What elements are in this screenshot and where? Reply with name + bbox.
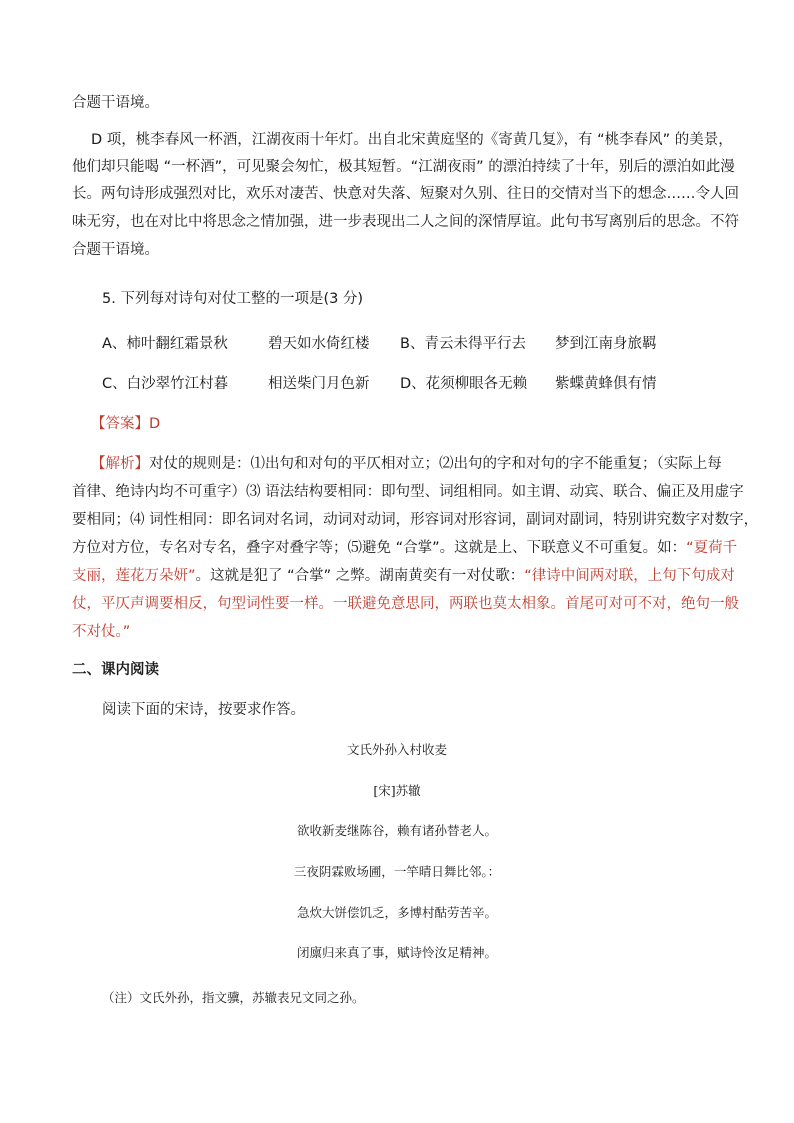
analysis-label: 【解析】 [91, 456, 149, 472]
analysis-line-5 [72, 566, 735, 586]
poem-author: [宋]苏辙 [373, 783, 421, 798]
poem-line-2: 三夜阴霖败场圃，一竿晴日舞比邻。： [293, 864, 501, 879]
analysis-line-3: 要相同；⑷ 词性相同：即名词对名词，动词对动词，形容词对形容词，副词对副词，特别讲究数字对数字， [72, 512, 759, 528]
option-b-line-2: 梦到江南身旅羁 [555, 336, 657, 352]
poem-line-3: 急炊大饼偿饥乏，多博村酤劳苦辛。 [296, 905, 497, 920]
analysis-line-6: 仗，平仄声调要相反，句型词性要一样。一联避免意思同，两联也莫太相象。首尾可对可不对，绝句一般 [72, 596, 739, 612]
answer-value: D [149, 416, 161, 432]
option-c-line-1: C、白沙翠竹江村暮 [102, 376, 229, 392]
poem-title: 文氏外孙入村收麦 [346, 742, 447, 757]
option-c-line-2: 相送柴门月色新 [268, 376, 370, 392]
poem-line-1: 欲收新麦继陈谷，赖有诸孙替老人。 [296, 823, 497, 838]
analysis-line-4 [72, 538, 737, 558]
option-a-line-2: 碧天如水倚红楼 [268, 336, 370, 352]
analysis-line-7: 不对仗。” [72, 624, 131, 640]
paragraph-d-line-2: 他们却只能喝 “一杯酒”，可见聚会匆忙，极其短暂。“江湖夜雨” 的漂泊持续了十年，别后的漂泊如此漫 [72, 159, 735, 175]
option-d-line-1: D、花须柳眼各无赖 [400, 376, 528, 392]
analysis-text-5b: 。这就是犯了 “合掌” 之弊。湖南黄奕有一对仗歌： [195, 568, 525, 584]
section-heading: 二、课内阅读 [72, 662, 159, 678]
paragraph-d-line-4: 味无穷，也在对比中将思念之情加强，进一步表现出二人之间的深情厚谊。此句书写离别后的思念。不符 [72, 214, 739, 230]
analysis-line-1 [91, 454, 722, 474]
question-5: 5. 下列每对诗句对仗工整的一项是(3 分) [102, 291, 364, 307]
option-b-line-1: B、青云未得平行去 [400, 336, 526, 352]
paragraph-d-line-5: 合题干语境。 [72, 242, 159, 258]
option-a-line-1: A、柿叶翻红霜景秋 [102, 336, 228, 352]
option-d-line-2: 紫蝶黄蜂俱有情 [555, 376, 657, 392]
poem-line-4: 闭廪归来真了事，赋诗怜汝足精神。 [296, 945, 497, 960]
analysis-line-2: 首律、绝诗内均不可重字）⑶ 语法结构要相同：即句型、词组相同。如主谓、动宾、联合、偏正及用虚字 [72, 484, 744, 500]
poem-note: （注）文氏外孙，指文骥，苏辙表兄文同之孙。 [102, 990, 365, 1005]
analysis-text-4a: 方位对方位，专名对专名，叠字对叠字等；⑸避免 “合掌”。这就是上、下联意义不可重复。如： [72, 540, 687, 556]
analysis-quote-4b: “夏荷千 [686, 540, 738, 556]
reading-instruction: 阅读下面的宋诗，按要求作答。 [102, 702, 305, 718]
paragraph-d-line-1: D 项，桃李春风一杯酒，江湖夜雨十年灯。出自北宋黄庭坚的《寄黄几复》，有 “桃李春风” 的美景， [91, 132, 733, 148]
analysis-quote-5a: 支丽，莲花万朵妍” [72, 568, 196, 584]
paragraph-c-ending: 合题干语境。 [72, 95, 159, 111]
paragraph-d-line-3: 长。两句诗形成强烈对比，欢乐对凄苦、快意对失落、短聚对久别、往日的交情对当下的想念……令人回 [72, 186, 739, 202]
answer [91, 414, 160, 434]
analysis-quote-5c: “律诗中间两对联，上句下句成对 [524, 568, 735, 584]
analysis-text-1: 对仗的规则是：⑴出句和对句的平仄相对立；⑵出句的字和对句的字不能重复；（实际上每 [149, 456, 722, 472]
answer-label: 【答案】 [91, 416, 149, 432]
